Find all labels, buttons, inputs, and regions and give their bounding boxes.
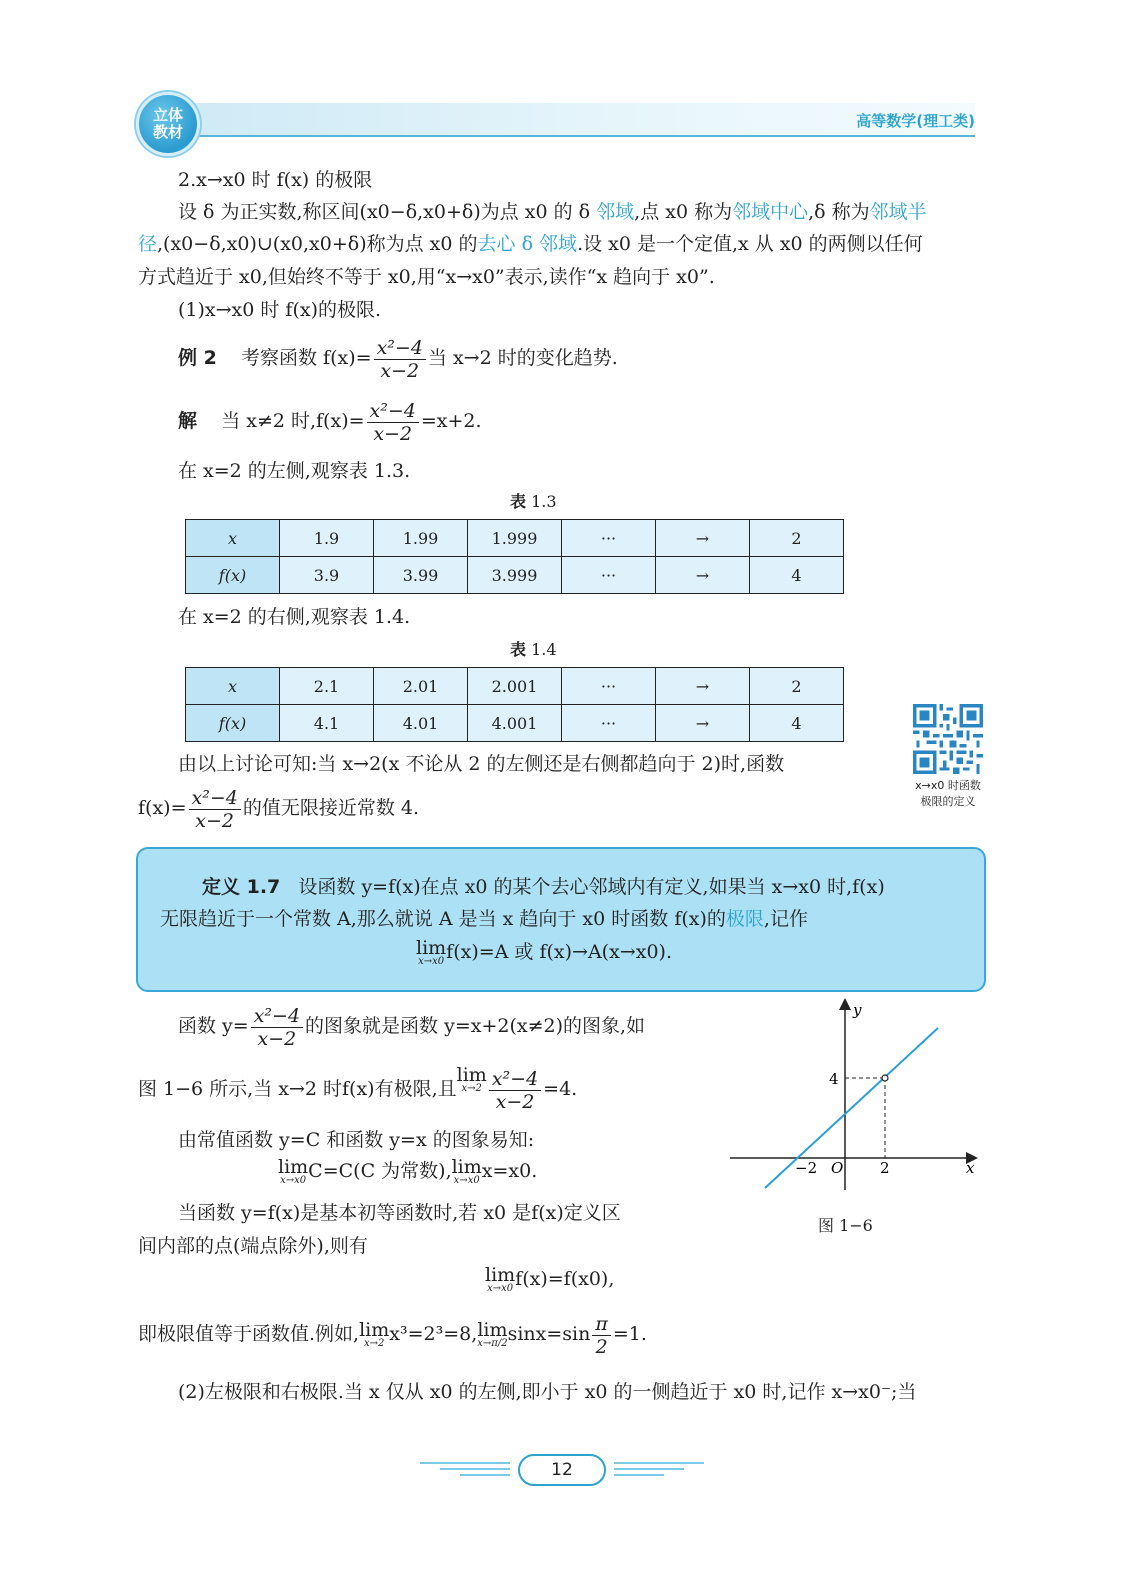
limit-operator (359, 1321, 389, 1349)
lim-subscript: x→2 (363, 1338, 385, 1349)
body-text-4a: C=C(C 为常数), (308, 1160, 452, 1182)
table-cell: 4 (750, 557, 844, 594)
lim-subscript: x→x0 (418, 956, 445, 967)
table-cell: → (656, 557, 750, 594)
lim-word: lim (485, 1264, 516, 1286)
body-fraction (251, 1005, 303, 1050)
fraction-denominator: x−2 (495, 1090, 535, 1113)
table-cell: → (656, 705, 750, 742)
definition-text-2b: ,记作 (763, 908, 808, 930)
table-cell: 1.999 (468, 520, 562, 557)
table-cell: f(x) (186, 705, 280, 742)
intro-text-e: .设 x0 是一个定值,x 从 x0 的两侧以任何 (577, 233, 923, 255)
table-cell: 3.99 (374, 557, 468, 594)
intro-text-b: ,点 x0 称为 (634, 201, 733, 223)
hollow-point (882, 1075, 888, 1081)
solution-text-a: 当 x≠2 时,f(x)= (221, 410, 365, 432)
fraction-denominator: x−2 (195, 809, 235, 832)
lim-word: lim (451, 1156, 482, 1178)
origin-label: O (831, 1159, 844, 1177)
caption-number: 1.3 (531, 492, 557, 511)
intro-text-a: 设 δ 为正实数,称区间(x0−δ,x0+δ)为点 x0 的 δ (178, 201, 597, 223)
term-radius-part2: 径 (138, 233, 158, 255)
table-cell: x (186, 520, 280, 557)
fraction-numerator: x²−4 (489, 1068, 541, 1091)
body-text-1a: 函数 y= (178, 1015, 249, 1037)
footer-rule-left-1 (420, 1462, 510, 1464)
example-2 (178, 335, 618, 382)
pi-fraction (592, 1313, 611, 1358)
example-text-b: 当 x→2 时的变化趋势. (427, 347, 618, 369)
body-text-2b: =4. (543, 1078, 578, 1100)
table-cell: → (656, 520, 750, 557)
table-cell: 3.9 (280, 557, 374, 594)
conclusion-text-b: 的值无限接近常数 4. (242, 797, 420, 819)
fraction-numerator: x²−4 (251, 1005, 303, 1028)
tick-label-neg-2: −2 (795, 1159, 818, 1177)
intro-line-3: 方式趋近于 x0,但始终不等于 x0,用“x→x0”表示,读作“x 趋向于 x0”. (138, 266, 715, 288)
book-badge-logo (136, 92, 200, 156)
fraction-denominator: x−2 (373, 422, 413, 445)
tick-label-4: 4 (829, 1070, 839, 1088)
page-number: 12 (518, 1454, 606, 1486)
table-cell: 3.999 (468, 557, 562, 594)
footer-rule-right-3 (614, 1474, 664, 1476)
solution-fraction (367, 400, 419, 445)
body-text-4b: x=x0. (481, 1160, 538, 1182)
fraction-numerator: π (592, 1313, 611, 1336)
definition-line-2 (160, 906, 808, 932)
definition-text-2a: 无限趋近于一个常数 A,那么就说 A 是当 x 趋向于 x0 时函数 f(x)的 (160, 908, 726, 930)
qr-caption (900, 778, 996, 810)
conclusion-line-2 (138, 785, 419, 832)
limit-operator (416, 939, 446, 967)
example-label: 例 2 (178, 347, 217, 369)
figure-caption: 图 1−6 (818, 1216, 873, 1235)
line-y-equals-x-plus-2 (765, 1028, 938, 1188)
solution (178, 398, 482, 445)
tick-label-2: 2 (880, 1159, 890, 1177)
caption-label: 表 (510, 640, 527, 659)
table-cell: 1.99 (374, 520, 468, 557)
footer-rule-right-2 (614, 1468, 684, 1470)
example-text-a: 考察函数 f(x)= (241, 347, 372, 369)
limit-fraction (489, 1068, 541, 1113)
definition-formula-text: f(x)=A 或 f(x)→A(x→x0). (446, 941, 672, 963)
body-line-2 (138, 1066, 577, 1113)
footer-rule-left-3 (460, 1474, 510, 1476)
table13-caption (510, 489, 557, 512)
table-cell: ··· (562, 557, 656, 594)
table-cell: 2 (750, 668, 844, 705)
fraction-numerator: x²−4 (189, 787, 241, 810)
definition-formula (416, 939, 672, 967)
term-radius-part1: 邻域半 (869, 201, 927, 223)
lim-subscript: x→2 (461, 1083, 482, 1094)
lim-subscript: x→x0 (487, 1283, 514, 1294)
book-title: 高等数学(理工类) (856, 112, 975, 130)
lim-word: lim (359, 1319, 390, 1341)
table-row (186, 557, 844, 594)
body-line-5: 当函数 y=f(x)是基本初等函数时,若 x0 是f(x)定义区 (178, 1202, 621, 1224)
limit-operator (485, 1266, 515, 1294)
intro-text-d: ,(x0−δ,x0)∪(x0,x0+δ)称为点 x0 的 (157, 233, 478, 255)
body-line-8 (138, 1312, 647, 1358)
lim-subscript: x→π/2 (477, 1338, 508, 1349)
table-cell: 1.9 (280, 520, 374, 557)
body-line-3: 由常值函数 y=C 和函数 y=x 的图象易知: (178, 1129, 535, 1151)
solution-text-b: =x+2. (420, 410, 482, 432)
table-cell: ··· (562, 668, 656, 705)
caption-number: 1.4 (531, 640, 557, 659)
body-text-8a: 即极限值等于函数值.例如, (138, 1323, 360, 1345)
lim-subscript: x→x0 (453, 1175, 480, 1186)
table-1-4 (185, 667, 844, 742)
term-neighborhood: 邻域 (596, 201, 635, 223)
table-cell: → (656, 668, 750, 705)
limit-operator (278, 1158, 308, 1186)
table-cell: 4.01 (374, 705, 468, 742)
x-axis-label: x (966, 1159, 975, 1177)
table-cell: ··· (562, 520, 656, 557)
lim-subscript: x→x0 (280, 1175, 307, 1186)
table-row (186, 520, 844, 557)
fraction-denominator: 2 (595, 1335, 608, 1358)
example-fraction (374, 337, 426, 382)
limit-operator (452, 1158, 482, 1186)
intro-text-c: ,δ 称为 (808, 201, 870, 223)
definition-label: 定义 1.7 (202, 876, 281, 898)
qr-code-icon[interactable] (913, 704, 983, 774)
table-cell: ··· (562, 705, 656, 742)
table-cell: 2.01 (374, 668, 468, 705)
table-cell: 4.001 (468, 705, 562, 742)
intro-line-1 (178, 199, 927, 225)
fraction-denominator: x−2 (257, 1027, 297, 1050)
limit-operator (477, 1321, 507, 1349)
lim-word: lim (278, 1156, 309, 1178)
definition-box (136, 847, 986, 992)
table-cell: 2.1 (280, 668, 374, 705)
lim-word: lim (416, 937, 447, 959)
body-line-7 (485, 1266, 614, 1294)
subsection-1-title: (1)x→x0 时 f(x)的极限. (178, 299, 382, 321)
y-axis-label: y (853, 1001, 862, 1019)
body-text-8c: sinx=sin (507, 1323, 591, 1345)
fraction-numerator: x²−4 (374, 337, 426, 360)
table-cell: 4.1 (280, 705, 374, 742)
fraction-numerator: x²−4 (367, 400, 419, 423)
body-text-2a: 图 1−6 所示,当 x→2 时f(x)有极限,且 (138, 1078, 457, 1100)
solution-label: 解 (178, 410, 198, 432)
definition-line-1 (202, 874, 885, 900)
term-limit: 极限 (725, 908, 764, 930)
caption-label: 表 (510, 492, 527, 511)
lim-word: lim (456, 1064, 487, 1086)
table14-caption (510, 637, 557, 660)
badge-line-2: 教材 (152, 123, 183, 141)
conclusion-fraction (189, 787, 241, 832)
table-cell: 4 (750, 705, 844, 742)
qr-caption-line-1: x→x0 时函数 (915, 779, 981, 792)
body-text-8d: =1. (612, 1323, 647, 1345)
fraction-denominator: x−2 (380, 359, 420, 382)
left-side-note: 在 x=2 的左侧,观察表 1.3. (178, 460, 411, 482)
definition-text-1: 设函数 y=f(x)在点 x0 的某个去心邻域内有定义,如果当 x→x0 时,f(x) (298, 876, 885, 898)
qr-caption-line-2: 极限的定义 (920, 795, 976, 808)
body-line-1 (178, 1003, 645, 1050)
table-1-3 (185, 519, 844, 594)
section-heading: 2.x→x0 时 f(x) 的极限 (178, 169, 373, 191)
intro-line-2 (138, 231, 923, 257)
body-text-7: f(x)=f(x0), (515, 1268, 615, 1290)
footer-rule-right-1 (614, 1462, 704, 1464)
footer-rule-left-2 (440, 1468, 510, 1470)
table-cell: 2.001 (468, 668, 562, 705)
figure-1-6 (725, 995, 985, 1205)
conclusion-text-a: f(x)= (138, 797, 187, 819)
body-line-9: (2)左极限和右极限.当 x 仅从 x0 的左侧,即小于 x0 的一侧趋近于 x0 时,记作 x→x0⁻;当 (178, 1381, 917, 1403)
term-neighborhood-center: 邻域中心 (732, 201, 809, 223)
lim-word: lim (477, 1319, 508, 1341)
header-rule (185, 135, 975, 137)
term-deleted-neighborhood: 去心 δ 邻域 (477, 233, 578, 255)
body-text-1b: 的图象就是函数 y=x+2(x≠2)的图象,如 (305, 1015, 646, 1037)
table-row (186, 705, 844, 742)
table-cell: f(x) (186, 557, 280, 594)
badge-line-1: 立体 (152, 106, 183, 124)
body-line-4 (278, 1158, 537, 1186)
right-side-note: 在 x=2 的右侧,观察表 1.4. (178, 606, 411, 628)
table-cell: 2 (750, 520, 844, 557)
limit-operator (457, 1066, 487, 1094)
body-text-8b: x³=2³=8, (389, 1323, 478, 1345)
table-cell: x (186, 668, 280, 705)
body-line-6: 间内部的点(端点除外),则有 (138, 1235, 368, 1257)
conclusion-line-1: 由以上讨论可知:当 x→2(x 不论从 2 的左侧还是右侧都趋向于 2)时,函数 (178, 753, 785, 775)
table-row (186, 668, 844, 705)
